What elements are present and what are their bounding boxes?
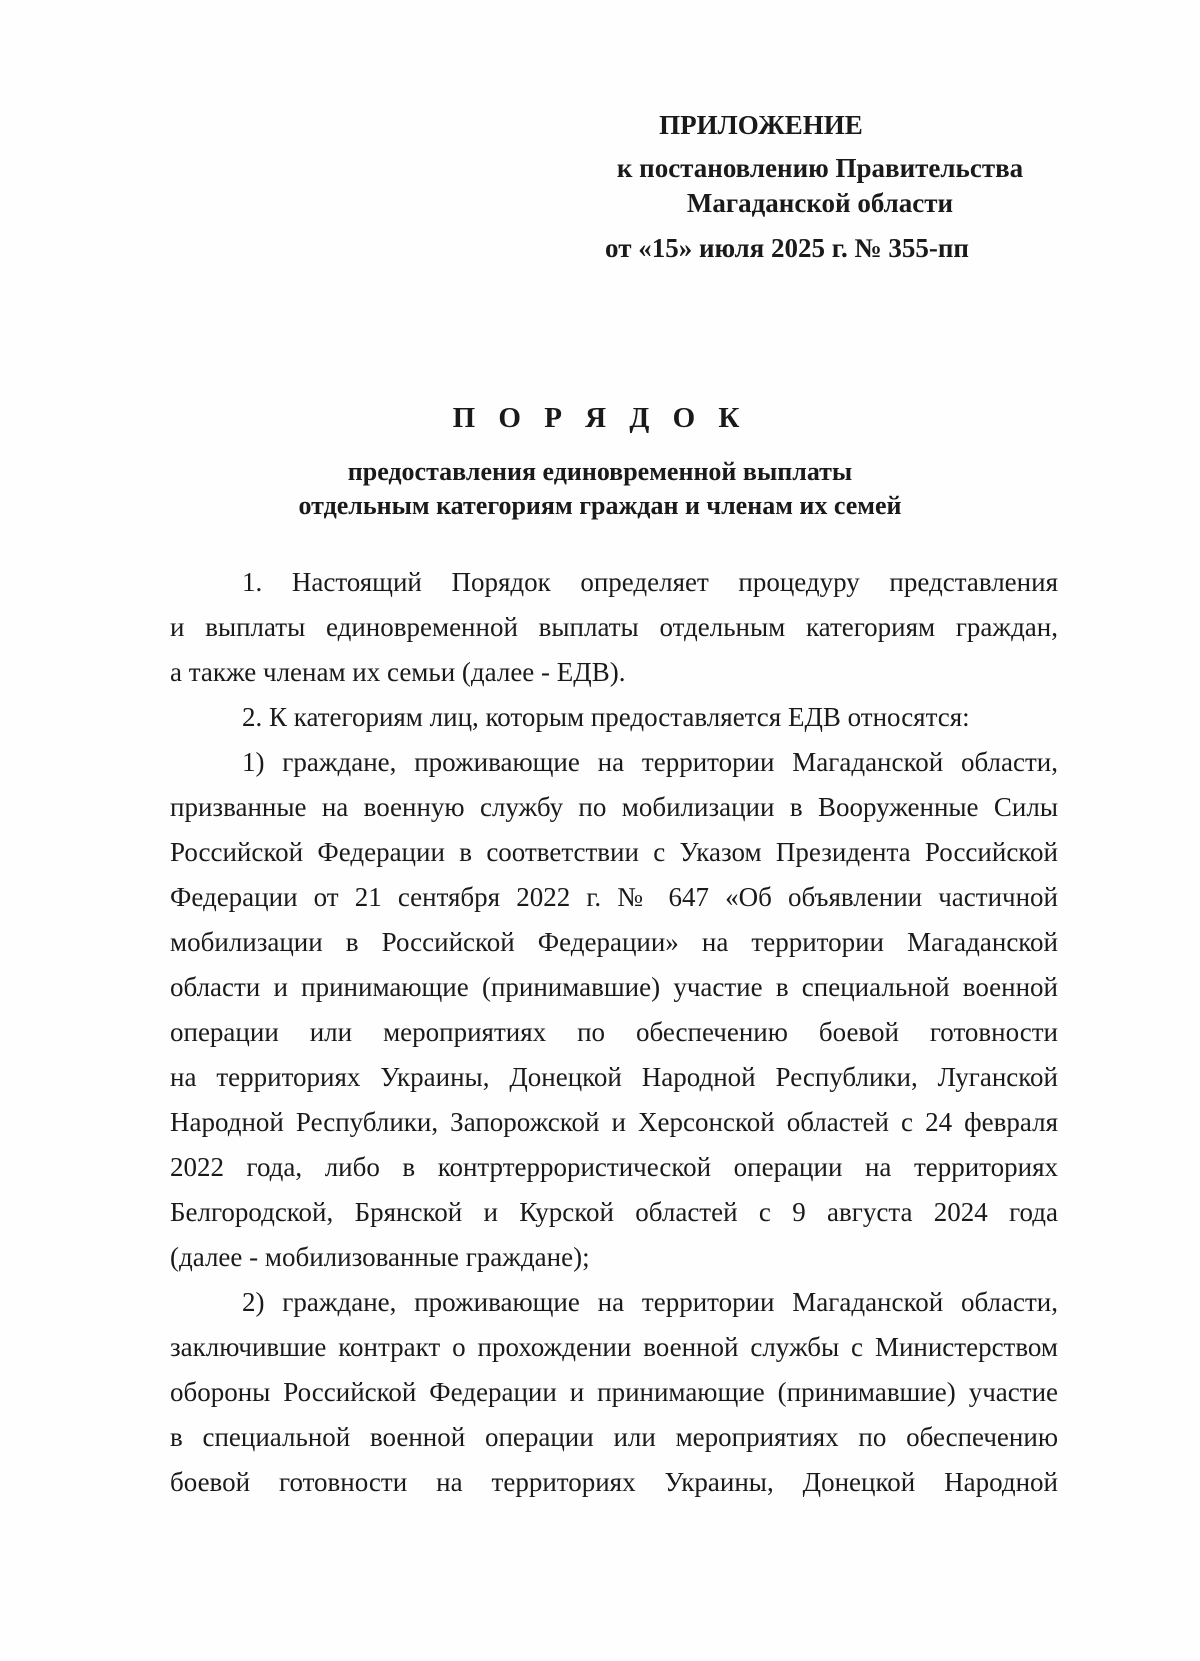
paragraph-line: 1. Настоящий Порядок определяет процедуру представления: [242, 567, 1058, 597]
paragraph: [170, 740, 1058, 1280]
appendix-line-2: Магаданской области: [686, 188, 954, 218]
paragraph-line: заключившие контракт о прохождении военной службы с Министерством: [170, 1332, 1058, 1362]
paragraph-line: обороны Российской Федерации и принимающие (принимавшие) участие: [170, 1377, 1058, 1407]
paragraph: [170, 560, 1058, 695]
paragraph-line: на территориях Украины, Донецкой Народной Республики, Луганской: [170, 1062, 1058, 1092]
paragraph: [170, 1280, 1058, 1505]
appendix-block: [560, 108, 1080, 266]
paragraph-line: мобилизации в Российской Федерации» на территории Магаданской: [170, 927, 1058, 957]
paragraph-line: Российской Федерации в соответствии с Указом Президента Российской: [170, 837, 1058, 867]
paragraph-line: (далее - мобилизованные граждане);: [170, 1242, 590, 1272]
document-subtitle: [0, 455, 1200, 523]
paragraph-line: Федерации от 21 сентября 2022 г. № 647 «Об объявлении частичной: [170, 882, 1058, 912]
paragraph-line: области и принимающие (принимавшие) участие в специальной военной: [170, 972, 1058, 1002]
paragraph-line: 2022 года, либо в контртеррористической операции на территориях: [170, 1152, 1058, 1182]
paragraph: [170, 695, 1058, 740]
paragraph-line: 1) граждане, проживающие на территории Магаданской области,: [242, 747, 1058, 777]
paragraph-line: 2. К категориям лиц, которым предоставляется ЕДВ относятся:: [242, 702, 970, 732]
paragraph-line: операции или мероприятиях по обеспечению боевой готовности: [170, 1017, 1058, 1047]
paragraph-line: 2) граждане, проживающие на территории Магаданской области,: [242, 1287, 1058, 1317]
paragraph-line: Белгородской, Брянской и Курской областей с 9 августа 2024 года: [170, 1197, 1058, 1227]
appendix-line-1: к постановлению Правительства: [616, 153, 1024, 183]
document-title: П О Р Я Д О К: [452, 402, 748, 434]
document-body: [170, 560, 1058, 1505]
paragraph-line: а также членам их семьи (далее - ЕДВ).: [170, 657, 626, 687]
paragraph-line: и выплаты единовременной выплаты отдельным категориям граждан,: [170, 612, 1058, 642]
paragraph-line: в специальной военной операции или мероприятиях по обеспечению: [170, 1422, 1058, 1452]
paragraph-line: Народной Республики, Запорожской и Херсонской областей с 24 февраля: [170, 1107, 1058, 1137]
subtitle-line-2: отдельным категориям граждан и членам их семей: [298, 491, 902, 520]
paragraph-line: призванные на военную службу по мобилизации в Вооруженные Силы: [170, 792, 1058, 822]
subtitle-line-1: предоставления единовременной выплаты: [347, 457, 853, 486]
appendix-heading: ПРИЛОЖЕНИЕ: [659, 110, 863, 140]
paragraph-line: боевой готовности на территориях Украины, Донецкой Народной: [170, 1467, 1058, 1497]
appendix-date: от «15» июля 2025 г. № 355-пп: [605, 233, 969, 263]
